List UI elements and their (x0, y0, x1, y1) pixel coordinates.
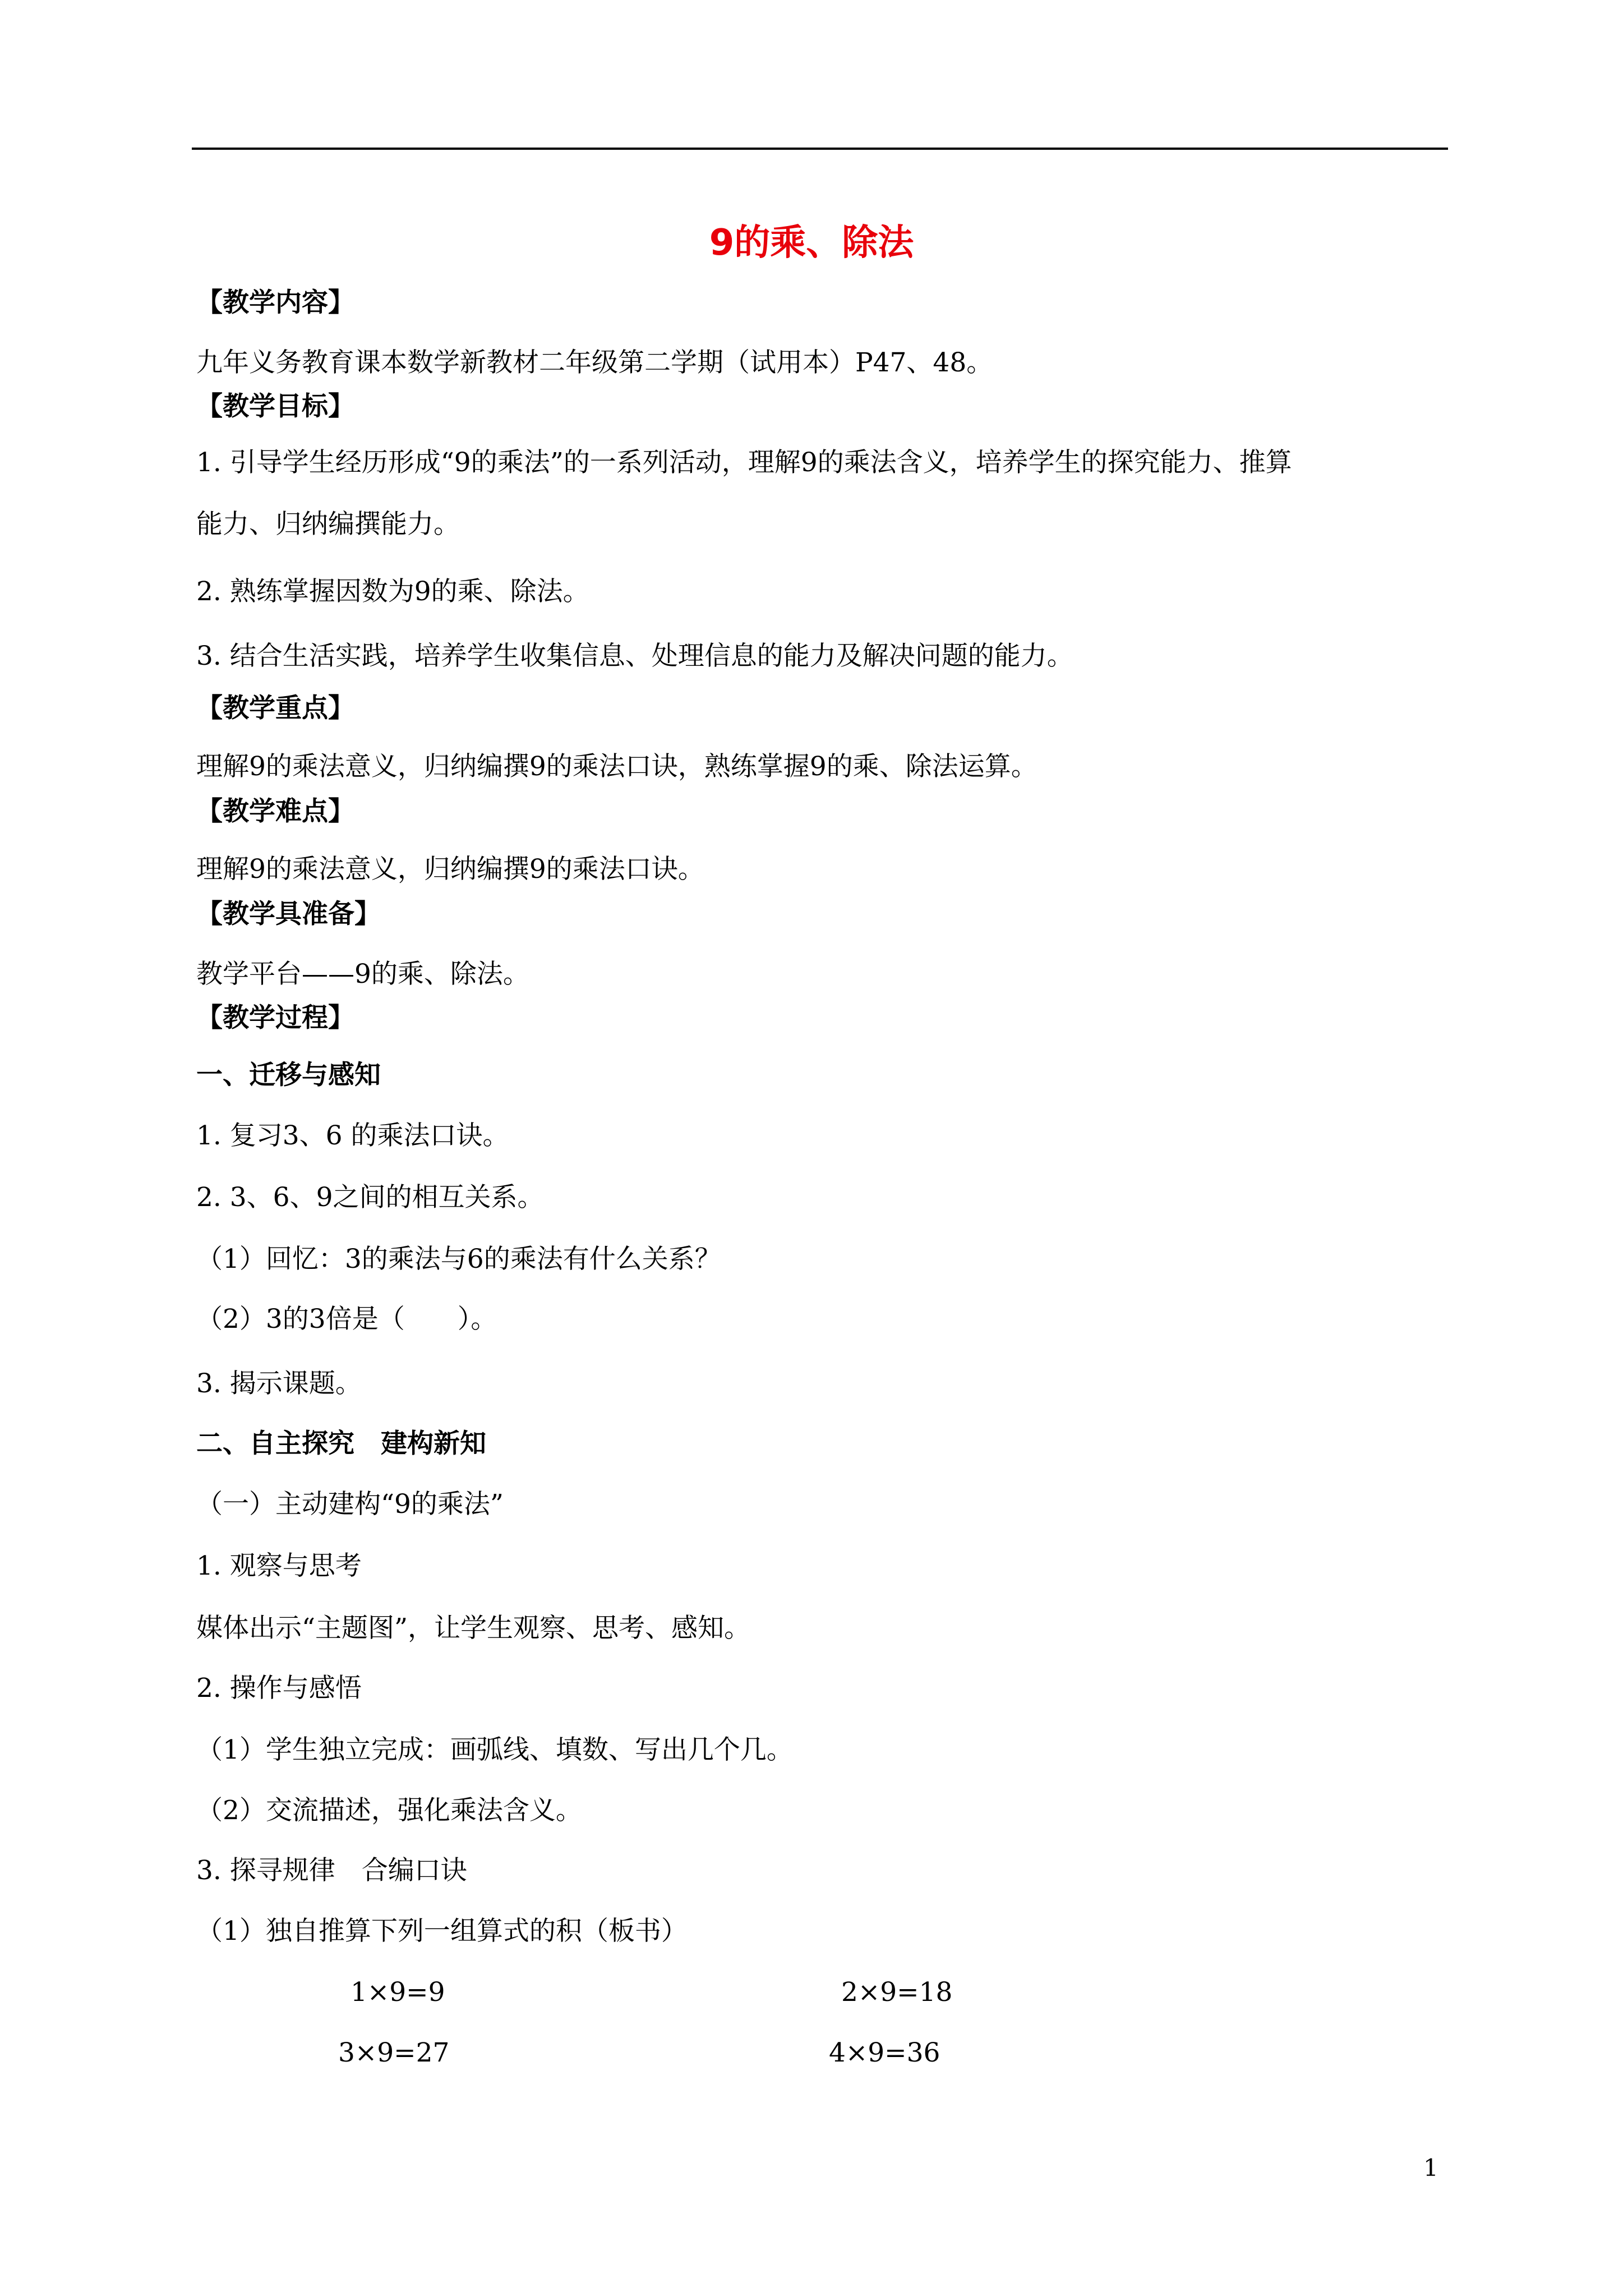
part-2-item-1: 1. 观察与思考 (196, 1550, 362, 1581)
part-1-item-1: 1. 复习3、6 的乘法口诀。 (196, 1120, 509, 1151)
header-rule (192, 148, 1448, 150)
heading-difficulties: 【教学难点】 (196, 796, 354, 827)
document-title: 9的乘、除法 (709, 222, 914, 264)
key-points-text: 理解9的乘法意义，归纳编撰9的乘法口诀，熟练掌握9的乘、除法运算。 (196, 751, 1038, 782)
formula-3: 3×9=27 (338, 2037, 450, 2068)
goal-1-line-2: 能力、归纳编撰能力。 (196, 509, 460, 540)
part-2-item-2a: （1）学生独立完成：画弧线、填数、写出几个几。 (196, 1734, 793, 1765)
content-text: 九年义务教育课本数学新教材二年级第二学期（试用本）P47、48。 (196, 347, 993, 378)
part-2-item-2: 2. 操作与感悟 (196, 1673, 362, 1704)
heading-process: 【教学过程】 (196, 1002, 354, 1033)
materials-text: 教学平台——9的乘、除法。 (196, 959, 529, 990)
formula-1: 1×9=9 (351, 1977, 445, 2008)
goal-3: 3. 结合生活实践，培养学生收集信息、处理信息的能力及解决问题的能力。 (196, 641, 1073, 671)
part-1-item-2b: （2）3的3倍是（ ）。 (196, 1304, 497, 1335)
formula-2: 2×9=18 (841, 1977, 953, 2008)
page-number: 1 (1423, 2154, 1438, 2182)
part-2-heading: 二、自主探究 建构新知 (196, 1428, 486, 1459)
part-2-item-3a: （1）独自推算下列一组算式的积（板书） (196, 1916, 688, 1947)
goal-1-line-1: 1. 引导学生经历形成“9的乘法”的一系列活动，理解9的乘法含义，培养学生的探究能力、推算 (196, 447, 1292, 478)
part-1-item-3: 3. 揭示课题。 (196, 1368, 362, 1399)
heading-content: 【教学内容】 (196, 287, 354, 318)
part-2-item-2b: （2）交流描述，强化乘法含义。 (196, 1795, 582, 1826)
part-2-item-1a: 媒体出示“主题图”，让学生观察、思考、感知。 (196, 1613, 751, 1644)
part-1-heading: 一、迁移与感知 (196, 1060, 381, 1091)
heading-key-points: 【教学重点】 (196, 693, 354, 724)
part-1-item-2a: （1）回忆：3的乘法与6的乘法有什么关系？ (196, 1244, 721, 1274)
heading-goals: 【教学目标】 (196, 391, 354, 422)
difficulties-text: 理解9的乘法意义，归纳编撰9的乘法口诀。 (196, 854, 704, 885)
heading-materials: 【教学具准备】 (196, 899, 381, 930)
formula-4: 4×9=36 (829, 2037, 940, 2068)
goal-2: 2. 熟练掌握因数为9的乘、除法。 (196, 576, 589, 607)
part-2-subheading: （一）主动建构“9的乘法” (196, 1489, 504, 1520)
part-2-item-3: 3. 探寻规律 合编口诀 (196, 1855, 467, 1886)
part-1-item-2: 2. 3、6、9之间的相互关系。 (196, 1182, 544, 1213)
